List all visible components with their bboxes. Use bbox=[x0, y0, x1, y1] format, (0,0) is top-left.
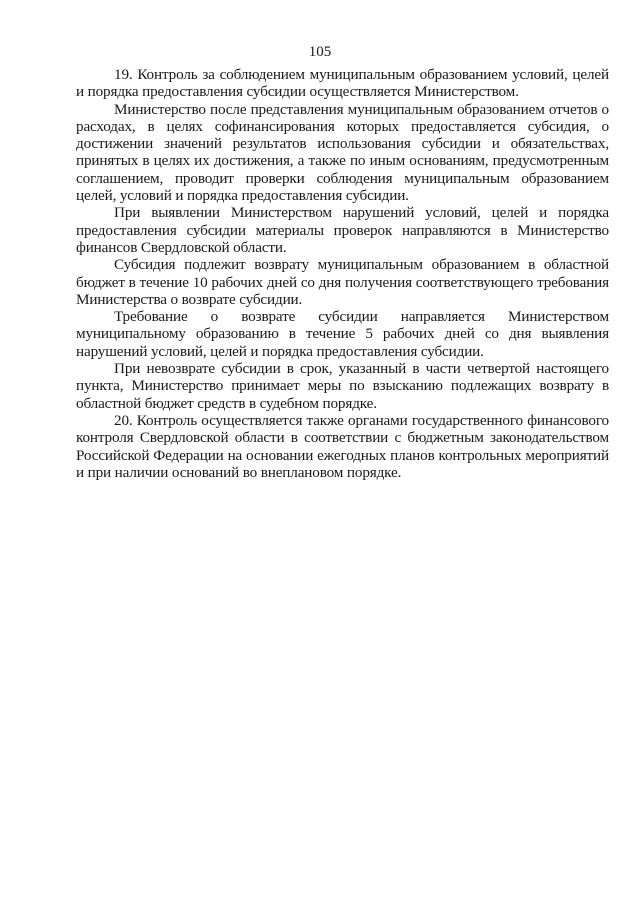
paragraph-violations-materials: При выявлении Министерством нарушений условий, целей и порядка предоставления субсидии материалы проверок направляются в Министерство финансов Свердловской области. bbox=[76, 204, 609, 256]
document-body bbox=[76, 66, 609, 481]
paragraph-return-requirement: Требование о возврате субсидии направляется Министерством муниципальному образованию в течение 5 рабочих дней со дня выявления нарушений условий, целей и порядка предоставления субсидии. bbox=[76, 308, 609, 360]
page-number: 105 bbox=[308, 44, 332, 60]
paragraph-subsidy-return: Субсидия подлежит возврату муниципальным образованием в областной бюджет в течение 10 рабочих дней со дня получения соответствующего требования Министерства о возврате субсидии. bbox=[76, 256, 609, 308]
paragraph-non-return-measures: При невозврате субсидии в срок, указанный в части четвертой настоящего пункта, Министерство принимает меры по взысканию подлежащих возврату в областной бюджет средств в судебном порядке. bbox=[76, 360, 609, 412]
paragraph-ministry-inspections: Министерство после представления муниципальным образованием отчетов о расходах, в целях софинансирования которых предоставляется субсидия, о достижении значений результатов использования субсидии и обязательствах, принятых в целях их достижения, а также по иным основаниям, предусмотренным соглашением, проводит проверки соблюдения муниципальным образованием целей, условий и порядка предоставления субсидии. bbox=[76, 100, 609, 205]
paragraph-clause-20: 20. Контроль осуществляется также органами государственного финансового контроля Свердловской области в соответствии с бюджетным законодательством Российской Федерации на основании ежегодных планов контрольных мероприятий и при наличии оснований во внеплановом порядке. bbox=[76, 411, 609, 481]
paragraph-clause-19: 19. Контроль за соблюдением муниципальным образованием условий, целей и порядка предоставления субсидии осуществляется Министерством. bbox=[76, 66, 609, 101]
